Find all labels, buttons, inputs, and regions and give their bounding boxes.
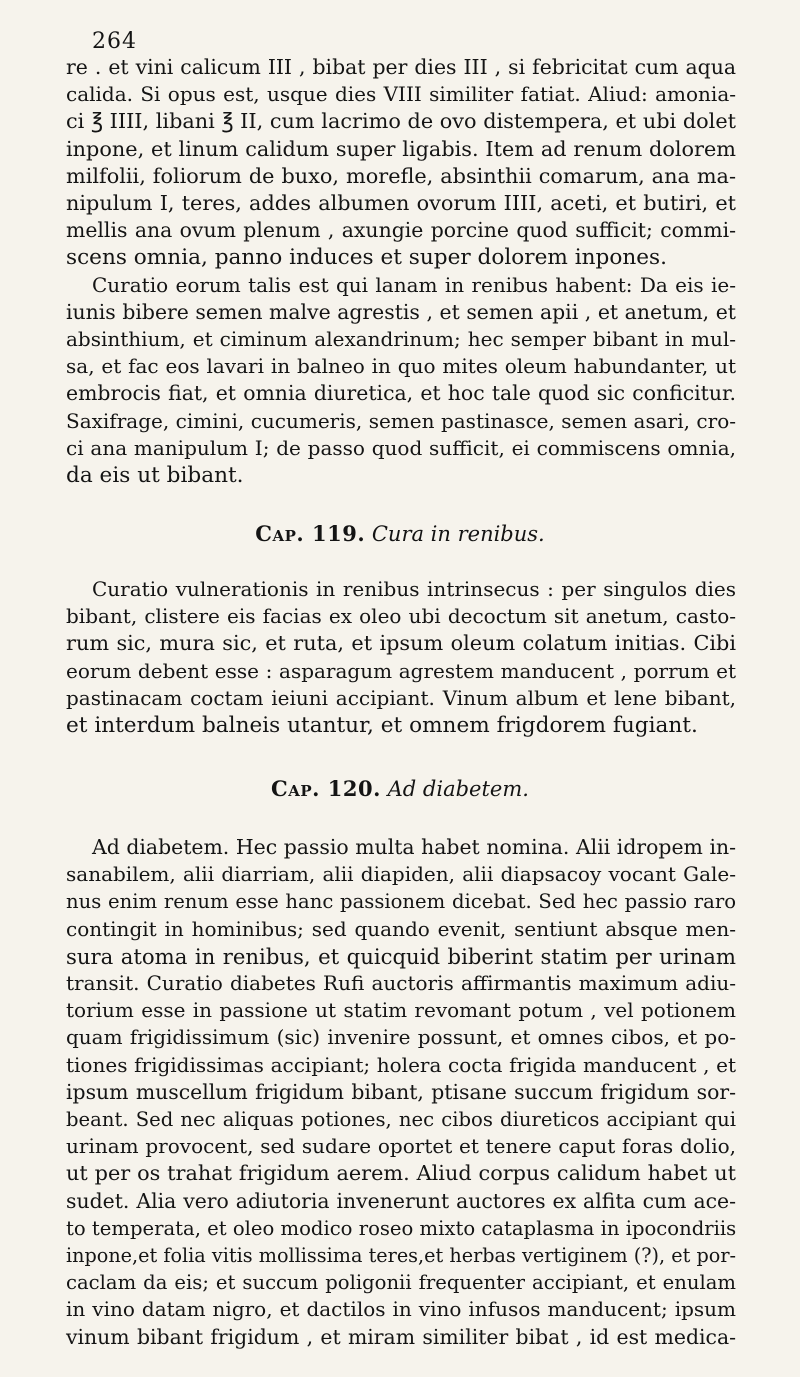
text-line: beant. Sed nec aliquas potiones, nec cibos diureticos accipiant qui [66, 1108, 736, 1132]
text-line: rum sic, mura sic, et ruta, et ipsum oleum colatum initias. Cibi [66, 631, 736, 656]
text-line: quam frigidissimum (sic) invenire possunt, et omnes cibos, et po- [66, 1025, 736, 1050]
text-line: milfolii, foliorum de buxo, morefle, absinthii comarum, ana ma- [66, 163, 736, 188]
text-line: tiones frigidissimas accipiant; holera cocta frigida manducent , et [66, 1052, 736, 1077]
text-line: urinam provocent, sed sudare oportet et tenere caput foras dolio, [66, 1134, 736, 1159]
text-line: Ad diabetem. Hec passio multa habet nomina. Alii idropem in- [92, 835, 736, 859]
text-line: ci ℥ IIII, libani ℥ II, cum lacrimo de ovo distempera, et ubi dolet [66, 109, 736, 134]
text-line: nipulum I, teres, addes albumen ovorum IIII, aceti, et butiri, et [66, 191, 736, 216]
text-line: scens omnia, panno induces et super dolorem inpones. [66, 245, 667, 271]
text-line: sudet. Alia vero adiutoria invenerunt auctores ex alfita cum ace- [66, 1188, 736, 1213]
text-line: et interdum balneis utantur, et omnem frigdorem fugiant. [66, 713, 698, 739]
text-line: absinthium, et ciminum alexandrinum; hec semper bibant in mul- [66, 327, 736, 352]
text-line: to temperata, et oleo modico roseo mixto cataplasma in ipocondriis [66, 1216, 737, 1240]
text-line: sa, et fac eos lavari in balneo in quo mites oleum habundanter, ut [66, 354, 736, 379]
chapter-number: Cap. 119. [255, 521, 366, 546]
text-line: caclam da eis; et succum poligonii frequenter accipiant, et enulam [66, 1271, 736, 1295]
paragraph-block-2 [66, 576, 736, 739]
paragraph-block-1 [66, 54, 736, 489]
text-line: ut per os trahat frigidum aerem. Aliud corpus calidum habet ut [66, 1161, 736, 1186]
text-line: inpone,et folia vitis mollissima teres,et herbas vertiginem (?), et por- [66, 1244, 736, 1268]
text-line: ipsum muscellum frigidum bibant, ptisane succum frigidum sor- [66, 1079, 736, 1104]
text-line: Curatio vulnerationis in renibus intrinsecus : per singulos dies [92, 577, 736, 601]
text-line: mellis ana ovum plenum , axungie porcine quod sufficit; commi- [66, 218, 736, 243]
text-line: torium esse in passione ut statim revomant potum , vel potionem [66, 998, 736, 1023]
text-line: vinum bibant frigidum , et miram similiter bibat , id est medica- [66, 1324, 736, 1349]
text-line: eorum debent esse : asparagum agrestem manducent , porrum et [66, 658, 736, 683]
chapter-title: Cura in renibus. [371, 522, 545, 546]
text-line: transit. Curatio diabetes Rufi auctoris affirmantis maximum adiu- [66, 971, 736, 996]
text-line: inpone, et linum calidum super ligabis. Item ad renum dolorem [66, 136, 736, 161]
page-number: 264 [92, 29, 137, 54]
text-line: re . et vini calicum III , bibat per dies III , si febricitat cum aqua [66, 55, 736, 79]
text-line: da eis ut bibant. [66, 463, 244, 489]
text-line: sura atoma in renibus, et quicquid biberint statim per urinam [66, 943, 736, 969]
text-line: pastinacam coctam ieiuni accipiant. Vinum album et lene bibant, [66, 685, 736, 710]
text-line: nus enim renum esse hanc passionem dicebat. Sed hec passio raro [66, 890, 736, 914]
text-line: embrocis fiat, et omnia diuretica, et hoc tale quod sic conficitur. [66, 381, 736, 406]
text-line: in vino datam nigro, et dactilos in vino infusos manducent; ipsum [66, 1297, 736, 1322]
chapter-title: Ad diabetem. [387, 777, 529, 801]
chapter-heading-120 [0, 776, 800, 802]
text-line: contingit in hominibus; sed quando evenit, sentiunt absque men- [66, 916, 736, 941]
paragraph-block-3 [66, 834, 736, 1351]
text-line: Curatio eorum talis est qui lanam in renibus habent: Da eis ie- [92, 272, 736, 297]
text-line: calida. Si opus est, usque dies VIII similiter fatiat. Aliud: amonia- [66, 82, 736, 107]
text-line: Saxifrage, cimini, cucumeris, semen pastinasce, semen asari, cro- [66, 408, 736, 433]
text-line: iunis bibere semen malve agrestis , et semen apii , et anetum, et [66, 299, 736, 324]
text-line: ci ana manipulum I; de passo quod sufficit, ei commiscens omnia, [66, 435, 736, 460]
text-line: bibant, clistere eis facias ex oleo ubi decoctum sit anetum, casto- [66, 604, 736, 629]
chapter-heading-119 [0, 521, 800, 547]
text-line: sanabilem, alii diarriam, alii diapiden, alii diapsacoy vocant Gale- [66, 862, 736, 887]
chapter-number: Cap. 120. [271, 776, 381, 801]
